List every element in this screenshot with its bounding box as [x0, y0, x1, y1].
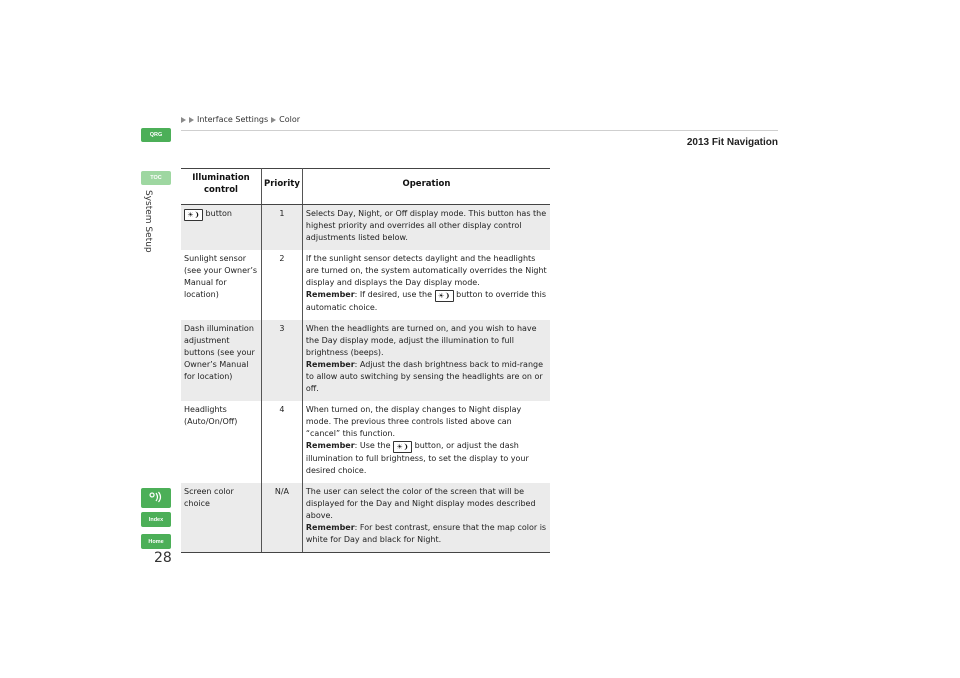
control-text: button — [203, 209, 232, 218]
remember-text: button, or adjust the dash illumination to full brightness, to set the display to your desired choice. — [305, 441, 529, 475]
remember-text: : Adjust the dash brightness back to mid-range to allow auto switching by sensing the headlights are on or off. — [305, 360, 544, 393]
operation-cell — [302, 250, 550, 320]
remember-label: Remember — [305, 360, 355, 369]
toc-tab[interactable]: TOC — [141, 171, 171, 185]
breadcrumb-item-color: Color — [279, 115, 301, 124]
table-row — [181, 320, 550, 401]
operation-text: When the headlights are turned on, and you wish to have the Day display mode, adjust the illumination to full brightness (beeps). — [305, 324, 537, 357]
control-cell: Screen color choice — [181, 483, 262, 553]
operation-cell: Selects Day, Night, or Off display mode. This button has the highest priority and overrides all other display control adjustments listed below. — [302, 205, 550, 251]
operation-cell — [302, 401, 550, 483]
breadcrumb-item-interface-settings[interactable]: Interface Settings — [197, 115, 269, 124]
priority-cell: 2 — [262, 250, 303, 320]
priority-cell: 4 — [262, 401, 303, 483]
operation-text: When turned on, the display changes to Night display mode. The previous three controls listed above can “cancel” this function. — [305, 405, 522, 438]
column-header-priority: Priority — [262, 169, 303, 205]
remember-text: : For best contrast, ensure that the map color is white for Day and black for Night. — [305, 523, 547, 544]
header-divider — [181, 130, 778, 131]
table-row — [181, 250, 550, 320]
operation-cell — [302, 320, 550, 401]
brightness-button-icon: ☀❩ — [435, 290, 454, 302]
home-tab[interactable]: Home — [141, 534, 171, 549]
table-row — [181, 401, 550, 483]
priority-cell: 3 — [262, 320, 303, 401]
priority-cell: N/A — [262, 483, 303, 553]
control-cell: Sunlight sensor (see your Owner’s Manual for location) — [181, 250, 262, 320]
control-cell: Headlights (Auto/On/Off) — [181, 401, 262, 483]
breadcrumb-arrow-icon — [189, 117, 194, 123]
voice-command-icon — [149, 491, 163, 505]
breadcrumb-arrow-icon — [271, 117, 276, 123]
illumination-control-table — [181, 168, 550, 553]
remember-label: Remember — [305, 441, 355, 450]
qrg-tab[interactable]: QRG — [141, 128, 171, 142]
control-cell: Dash illumination adjustment buttons (see your Owner’s Manual for location) — [181, 320, 262, 401]
voice-command-tab[interactable] — [141, 488, 171, 508]
priority-cell: 1 — [262, 205, 303, 251]
remember-text: button to override this automatic choice. — [305, 290, 546, 312]
breadcrumb-arrow-icon — [181, 117, 186, 123]
table-row — [181, 483, 550, 553]
column-header-control: Illumination control — [181, 169, 262, 205]
column-header-operation: Operation — [302, 169, 550, 205]
remember-text: : If desired, use the — [354, 290, 435, 299]
table-header-row — [181, 169, 550, 205]
table-row — [181, 205, 550, 251]
operation-text: The user can select the color of the screen that will be displayed for the Day and Night display modes described above. — [305, 487, 536, 520]
remember-text: : Use the — [354, 441, 394, 450]
control-cell — [181, 205, 262, 251]
section-label: System Setup — [143, 190, 153, 253]
operation-text: If the sunlight sensor detects daylight and the headlights are turned on, the system automatically overrides the Night display and displays the Day display mode. — [305, 254, 547, 287]
remember-label: Remember — [305, 523, 355, 532]
brightness-button-icon: ☀❩ — [184, 209, 203, 221]
page-number: 28 — [154, 550, 172, 566]
index-tab[interactable]: Index — [141, 512, 171, 527]
brightness-button-icon: ☀❩ — [393, 441, 412, 453]
remember-label: Remember — [305, 290, 355, 299]
breadcrumb — [181, 115, 300, 124]
document-title: 2013 Fit Navigation — [686, 137, 778, 148]
operation-cell — [302, 483, 550, 553]
